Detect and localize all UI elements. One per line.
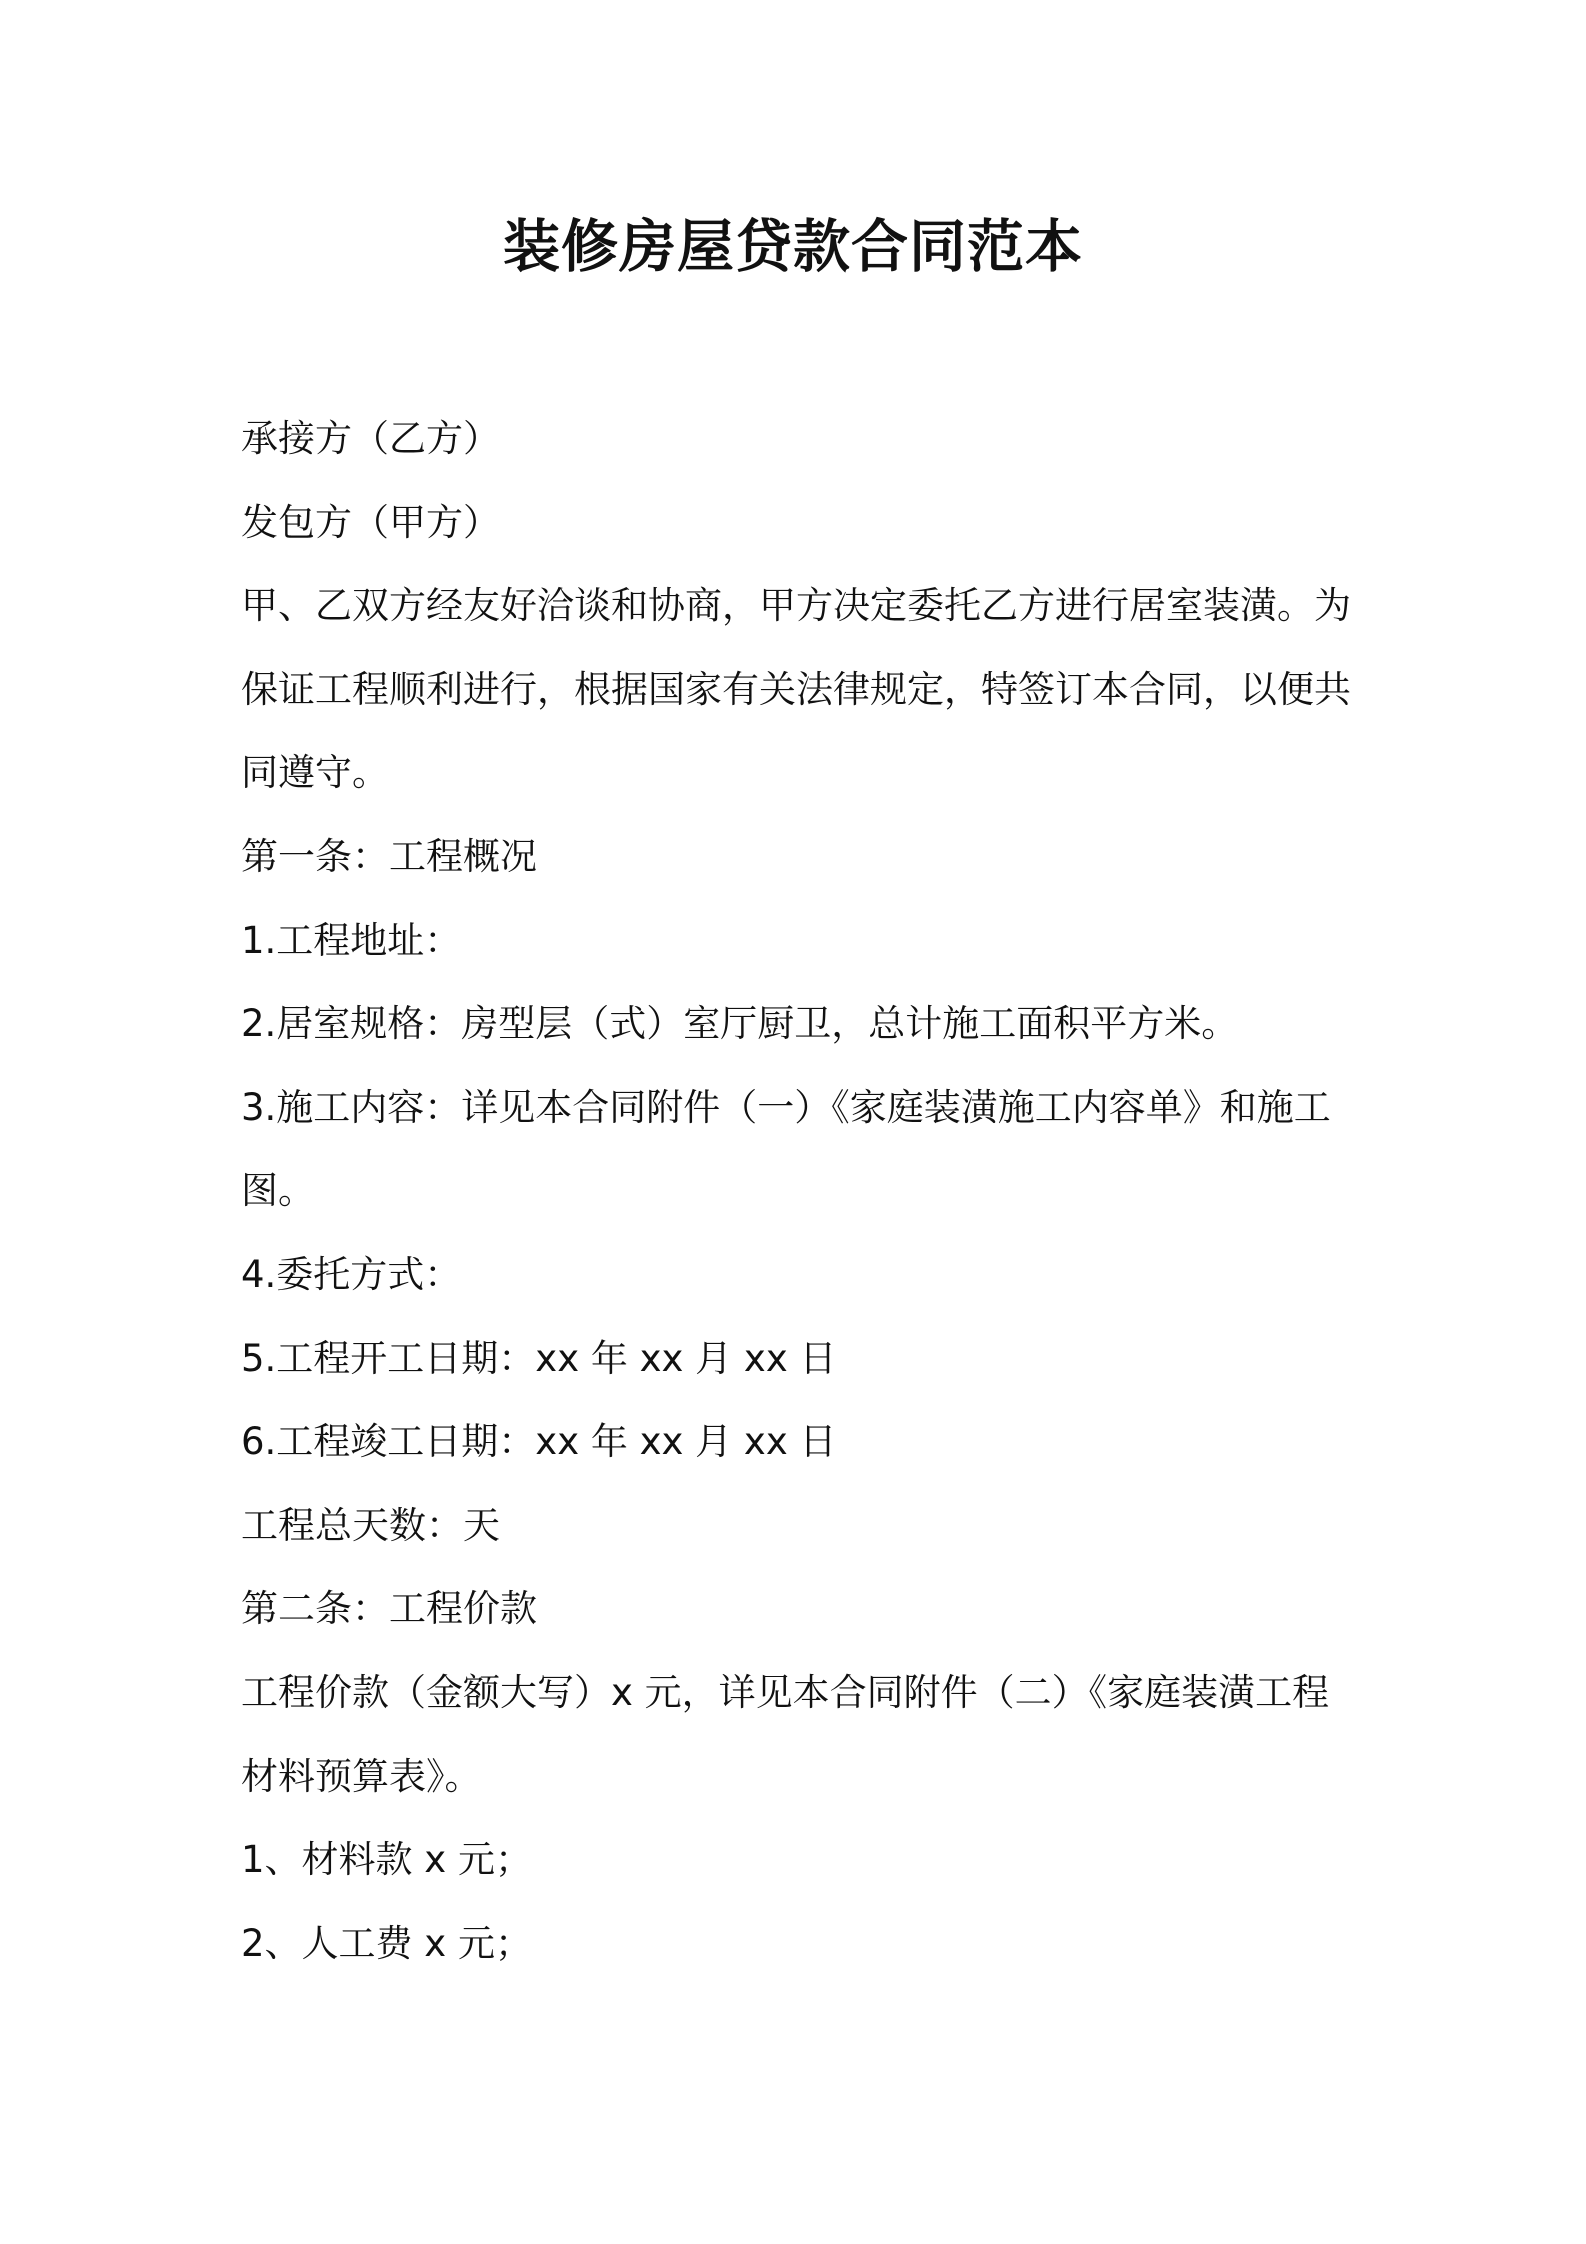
text-line-price-1: 工程价款（金额大写）x 元，详见本合同附件（二）《家庭装潢工程 [241,1670,1330,1714]
text-line-intro-2: 保证工程顺利进行，根据国家有关法律规定，特签订本合同，以便共 [241,667,1351,711]
section-heading-article-2: 第二条：工程价款 [241,1587,537,1631]
text-line-party-b: 承接方（乙方） [241,417,500,460]
text-line-labor-cost: 2、人工费 x 元； [241,1921,532,1965]
text-line-completion-date: 6.工程竣工日期：xx 年 xx 月 xx 日 [241,1420,837,1464]
text-line-work-content-1: 3.施工内容：详见本合同附件（一）《家庭装潢施工内容单》和施工 [241,1085,1331,1129]
text-line-intro-3: 同遵守。 [241,751,389,795]
text-line-price-2: 材料预算表》。 [241,1754,482,1798]
text-line-party-a: 发包方（甲方） [241,500,500,544]
section-heading-article-1: 第一条：工程概况 [241,834,537,878]
text-line-room-spec: 2.居室规格：房型层（式）室厅厨卫，总计施工面积平方米。 [241,1002,1239,1046]
text-line-work-content-2: 图。 [241,1169,315,1213]
text-line-material-cost: 1、材料款 x 元； [241,1838,532,1882]
document-title: 装修房屋贷款合同范本 [503,214,1083,280]
text-line-intro-1: 甲、乙双方经友好洽谈和协商，甲方决定委托乙方进行居室装潢。为 [241,584,1351,628]
document-body [241,397,1361,1985]
text-line-project-address: 1.工程地址： [241,918,462,962]
text-line-total-days: 工程总天数：天 [241,1503,500,1547]
text-line-start-date: 5.工程开工日期：xx 年 xx 月 xx 日 [241,1336,837,1380]
text-line-commission-method: 4.委托方式： [241,1252,462,1296]
